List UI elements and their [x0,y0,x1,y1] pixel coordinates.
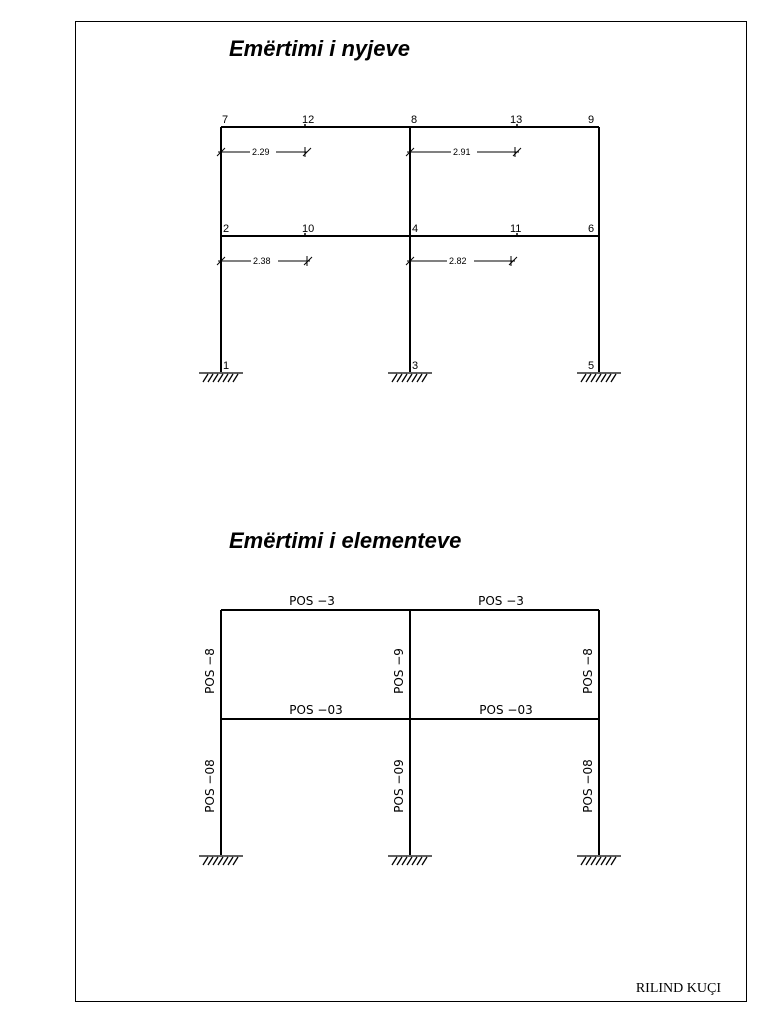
element-frame [221,610,599,855]
node-label-2: 2 [223,223,230,235]
col-label-upper-right: POS −8 [581,648,595,694]
dim-label-bottom-right: 2.82 [449,256,467,266]
beam-label-mid-left: POS −03 [289,703,343,717]
col-label-lower-left: POS −08 [203,759,217,813]
supports-frame-2 [199,856,621,865]
dim-label-top-right: 2.91 [453,147,471,157]
node-label-13: 13 [510,114,523,126]
col-label-lower-mid: POS −09 [392,759,406,813]
node-labels [222,114,594,372]
node-label-12: 12 [302,114,315,126]
node-label-3: 3 [412,360,419,372]
dim-label-bottom-left: 2.38 [253,256,271,266]
node-frame [221,127,599,372]
beam-label-top-left: POS −3 [289,594,335,608]
dimension-lines [217,147,521,266]
col-label-upper-mid: POS −9 [392,648,406,694]
node-label-7: 7 [222,114,229,126]
node-label-5: 5 [588,360,595,372]
node-label-1: 1 [223,360,230,372]
fixed-support-3 [388,373,432,382]
node-label-6: 6 [588,223,595,235]
col-label-upper-left: POS −8 [203,648,217,694]
node-label-4: 4 [412,223,419,235]
beam-label-top-right: POS −3 [478,594,524,608]
nodes-title: Emërtimi i nyjeve [229,36,410,61]
elements-title: Emërtimi i elementeve [229,528,462,553]
fixed-support-middle [388,856,432,865]
beam-label-mid-right: POS −03 [479,703,533,717]
fixed-support-1 [199,373,243,382]
fixed-support-5 [577,373,621,382]
author-signature: RILIND KUÇI [635,981,721,996]
node-label-10: 10 [302,223,315,235]
fixed-support-left [199,856,243,865]
node-label-8: 8 [411,114,418,126]
node-label-9: 9 [588,114,595,126]
dim-label-top-left: 2.29 [252,147,270,157]
node-label-11: 11 [510,223,522,235]
col-label-lower-right: POS −08 [581,759,595,813]
fixed-support-right [577,856,621,865]
supports-frame-1 [199,373,621,382]
